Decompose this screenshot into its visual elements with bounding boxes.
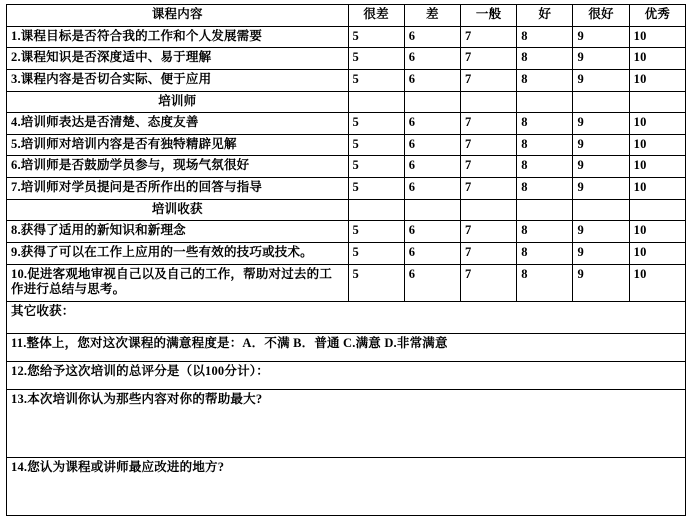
score-option[interactable]: 7 <box>460 156 516 178</box>
score-option[interactable]: 7 <box>460 264 516 301</box>
score-option[interactable]: 8 <box>517 113 573 135</box>
score-option[interactable]: 10 <box>629 113 685 135</box>
score-option[interactable]: 8 <box>517 134 573 156</box>
table-row <box>7 178 686 200</box>
score-option[interactable]: 10 <box>629 264 685 301</box>
score-option[interactable]: 10 <box>629 242 685 264</box>
score-option[interactable]: 8 <box>517 26 573 48</box>
score-option[interactable]: 9 <box>573 178 629 200</box>
evaluation-table <box>6 4 686 516</box>
section-row-other-gains <box>7 301 686 333</box>
score-option[interactable]: 6 <box>404 156 460 178</box>
score-option[interactable]: 6 <box>404 242 460 264</box>
score-option[interactable]: 10 <box>629 156 685 178</box>
empty-cell <box>517 91 573 113</box>
header-scale-1: 差 <box>404 5 460 27</box>
table-row <box>7 156 686 178</box>
score-option[interactable]: 7 <box>460 242 516 264</box>
score-option[interactable]: 6 <box>404 178 460 200</box>
empty-cell <box>629 199 685 221</box>
score-option[interactable]: 6 <box>404 134 460 156</box>
question-label: 3.课程内容是否切合实际、便于应用 <box>7 69 349 91</box>
score-option[interactable]: 8 <box>517 221 573 243</box>
score-option[interactable]: 5 <box>348 156 404 178</box>
empty-cell <box>348 91 404 113</box>
header-item: 课程内容 <box>7 5 349 27</box>
open-question-row <box>7 333 686 361</box>
section-row-gains <box>7 199 686 221</box>
score-option[interactable]: 9 <box>573 242 629 264</box>
table-body <box>7 5 686 516</box>
score-option[interactable]: 10 <box>629 69 685 91</box>
open-question-row <box>7 361 686 389</box>
header-scale-2: 一般 <box>460 5 516 27</box>
table-row <box>7 69 686 91</box>
score-option[interactable]: 8 <box>517 178 573 200</box>
score-option[interactable]: 5 <box>348 178 404 200</box>
header-scale-4: 很好 <box>573 5 629 27</box>
question-label: 4.培训师表达是否清楚、态度友善 <box>7 113 349 135</box>
score-option[interactable]: 7 <box>460 26 516 48</box>
table-row <box>7 48 686 70</box>
score-option[interactable]: 5 <box>348 26 404 48</box>
score-option[interactable]: 7 <box>460 113 516 135</box>
open-question-row <box>7 389 686 457</box>
score-option[interactable]: 8 <box>517 69 573 91</box>
table-row <box>7 26 686 48</box>
score-option[interactable]: 7 <box>460 48 516 70</box>
table-row <box>7 264 686 301</box>
score-option[interactable]: 5 <box>348 48 404 70</box>
score-option[interactable]: 8 <box>517 242 573 264</box>
table-row <box>7 134 686 156</box>
table-header-row <box>7 5 686 27</box>
empty-cell <box>404 91 460 113</box>
table-row <box>7 221 686 243</box>
score-option[interactable]: 7 <box>460 134 516 156</box>
score-option[interactable]: 9 <box>573 156 629 178</box>
score-option[interactable]: 5 <box>348 264 404 301</box>
header-scale-5: 优秀 <box>629 5 685 27</box>
table-row <box>7 113 686 135</box>
question-label: 6.培训师是否鼓励学员参与，现场气氛很好 <box>7 156 349 178</box>
score-option[interactable]: 7 <box>460 178 516 200</box>
section-row-trainer <box>7 91 686 113</box>
question-label: 11.整体上，您对这次课程的满意程度是：A．不满 B．普通 C.满意 D.非常满意 <box>7 333 686 361</box>
open-question-row <box>7 457 686 515</box>
score-option[interactable]: 8 <box>517 48 573 70</box>
score-option[interactable]: 6 <box>404 264 460 301</box>
score-option[interactable]: 10 <box>629 221 685 243</box>
question-label: 10.促进客观地审视自己以及自己的工作，帮助对过去的工作进行总结与思考。 <box>7 264 349 301</box>
score-option[interactable]: 9 <box>573 26 629 48</box>
empty-cell <box>517 199 573 221</box>
score-option[interactable]: 9 <box>573 69 629 91</box>
score-option[interactable]: 10 <box>629 134 685 156</box>
score-option[interactable]: 9 <box>573 264 629 301</box>
score-option[interactable]: 10 <box>629 26 685 48</box>
score-option[interactable]: 7 <box>460 221 516 243</box>
score-option[interactable]: 9 <box>573 221 629 243</box>
score-option[interactable]: 8 <box>517 156 573 178</box>
empty-cell <box>629 91 685 113</box>
score-option[interactable]: 6 <box>404 69 460 91</box>
question-label: 1.课程目标是否符合我的工作和个人发展需要 <box>7 26 349 48</box>
score-option[interactable]: 10 <box>629 178 685 200</box>
empty-cell <box>460 199 516 221</box>
empty-cell <box>404 199 460 221</box>
empty-cell <box>573 91 629 113</box>
empty-cell <box>573 199 629 221</box>
question-label: 13.本次培训你认为那些内容对你的帮助最大? <box>7 389 686 457</box>
score-option[interactable]: 5 <box>348 242 404 264</box>
table-row <box>7 242 686 264</box>
score-option[interactable]: 5 <box>348 134 404 156</box>
score-option[interactable]: 5 <box>348 113 404 135</box>
empty-cell <box>460 91 516 113</box>
score-option[interactable]: 8 <box>517 264 573 301</box>
evaluation-form <box>0 4 693 503</box>
section-label: 培训师 <box>7 91 349 113</box>
question-label: 7.培训师对学员提问是否所作出的回答与指导 <box>7 178 349 200</box>
score-option[interactable]: 9 <box>573 113 629 135</box>
header-scale-0: 很差 <box>348 5 404 27</box>
section-label-other-gains: 其它收获： <box>7 301 686 333</box>
question-label: 2.课程知识是否深度适中、易于理解 <box>7 48 349 70</box>
score-option[interactable]: 10 <box>629 48 685 70</box>
question-label: 8.获得了适用的新知识和新理念 <box>7 221 349 243</box>
score-option[interactable]: 9 <box>573 134 629 156</box>
empty-cell <box>348 199 404 221</box>
header-scale-3: 好 <box>517 5 573 27</box>
score-option[interactable]: 9 <box>573 48 629 70</box>
question-label: 9.获得了可以在工作上应用的一些有效的技巧或技术。 <box>7 242 349 264</box>
section-label: 培训收获 <box>7 199 349 221</box>
score-option[interactable]: 6 <box>404 48 460 70</box>
question-label: 14.您认为课程或讲师最应改进的地方? <box>7 457 686 515</box>
score-option[interactable]: 6 <box>404 26 460 48</box>
score-option[interactable]: 7 <box>460 69 516 91</box>
score-option[interactable]: 6 <box>404 113 460 135</box>
score-option[interactable]: 5 <box>348 221 404 243</box>
score-option[interactable]: 6 <box>404 221 460 243</box>
score-option[interactable]: 5 <box>348 69 404 91</box>
question-label: 5.培训师对培训内容是否有独特精辟见解 <box>7 134 349 156</box>
question-label: 12.您给予这次培训的总评分是（以100分计）： <box>7 361 686 389</box>
